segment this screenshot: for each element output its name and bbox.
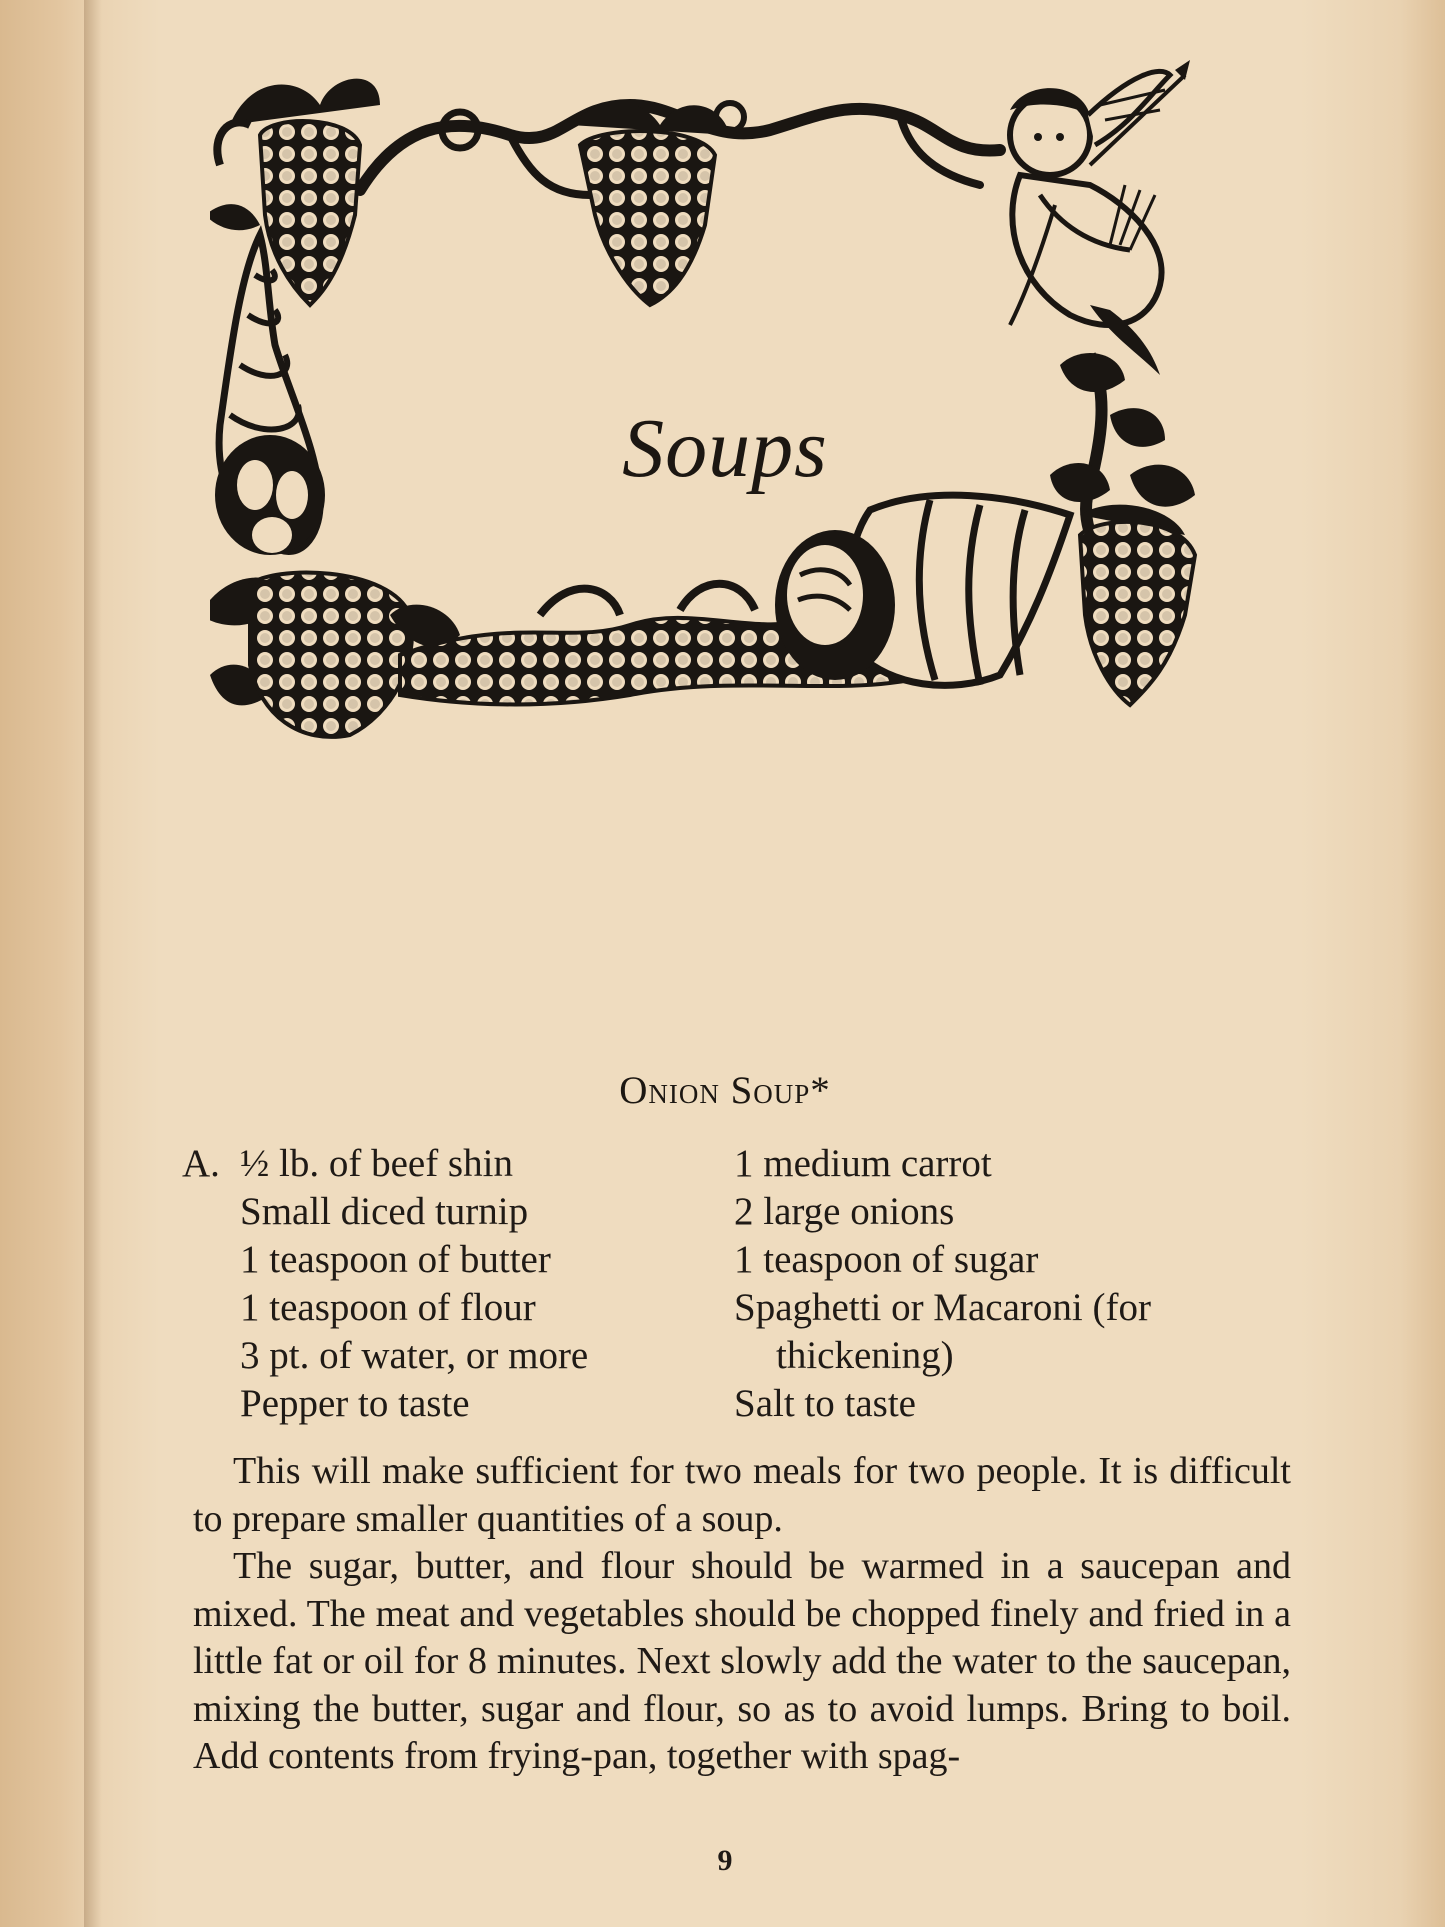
ingredient-item: 2 large onions	[734, 1190, 955, 1233]
chapter-title: Soups	[622, 402, 828, 495]
ingredient-item: Small diced turnip	[240, 1190, 529, 1233]
recipe-instructions	[193, 1448, 1291, 1781]
ingredients-list	[182, 1140, 1292, 1430]
ingredients-right-column	[734, 1140, 1294, 1428]
ingredient-item: 1 medium carrot	[734, 1142, 992, 1185]
cherub-archer-icon	[1010, 60, 1190, 375]
ingredient-item: ½ lb. of beef shin	[240, 1142, 513, 1185]
grape-bunch-top-center-icon	[570, 103, 730, 306]
ingredient-item: Salt to taste	[734, 1382, 916, 1425]
section-marker: A.	[182, 1142, 220, 1185]
spine-shadow	[84, 0, 102, 1927]
grape-bunch-bottom-right-icon	[1080, 505, 1195, 705]
recipe-title: Onion Soup*	[619, 1069, 831, 1112]
paragraph: The sugar, butter, and flour should be warmed in a saucepan and mixed. The meat and vegetables should be chopped finely and fried in a little fat or oil for 8 minutes. Next slowly add the water to the saucepan, mixing the butter, sugar and flour, so as to avoid lumps. Bring to boil. Add contents from frying-pan, together with spag-	[193, 1545, 1291, 1777]
cornucopia-right-icon	[775, 495, 1070, 685]
ingredient-item: 1 teaspoon of flour	[240, 1286, 536, 1329]
ingredient-item: 1 teaspoon of butter	[240, 1238, 551, 1281]
ingredient-item: 1 teaspoon of sugar	[734, 1238, 1039, 1281]
ingredient-item-continuation: thickening)	[776, 1334, 954, 1377]
ingredient-item: Pepper to taste	[240, 1382, 470, 1425]
paragraph: This will make sufficient for two meals for two people. It is difficult to prepare smaller quantities of a soup.	[193, 1450, 1291, 1540]
page-number: 9	[717, 1844, 733, 1877]
grape-bunch-top-left-icon	[210, 79, 380, 305]
ingredient-item: 3 pt. of water, or more	[240, 1334, 589, 1377]
ingredient-item: Spaghetti or Macaroni (for	[734, 1286, 1151, 1329]
